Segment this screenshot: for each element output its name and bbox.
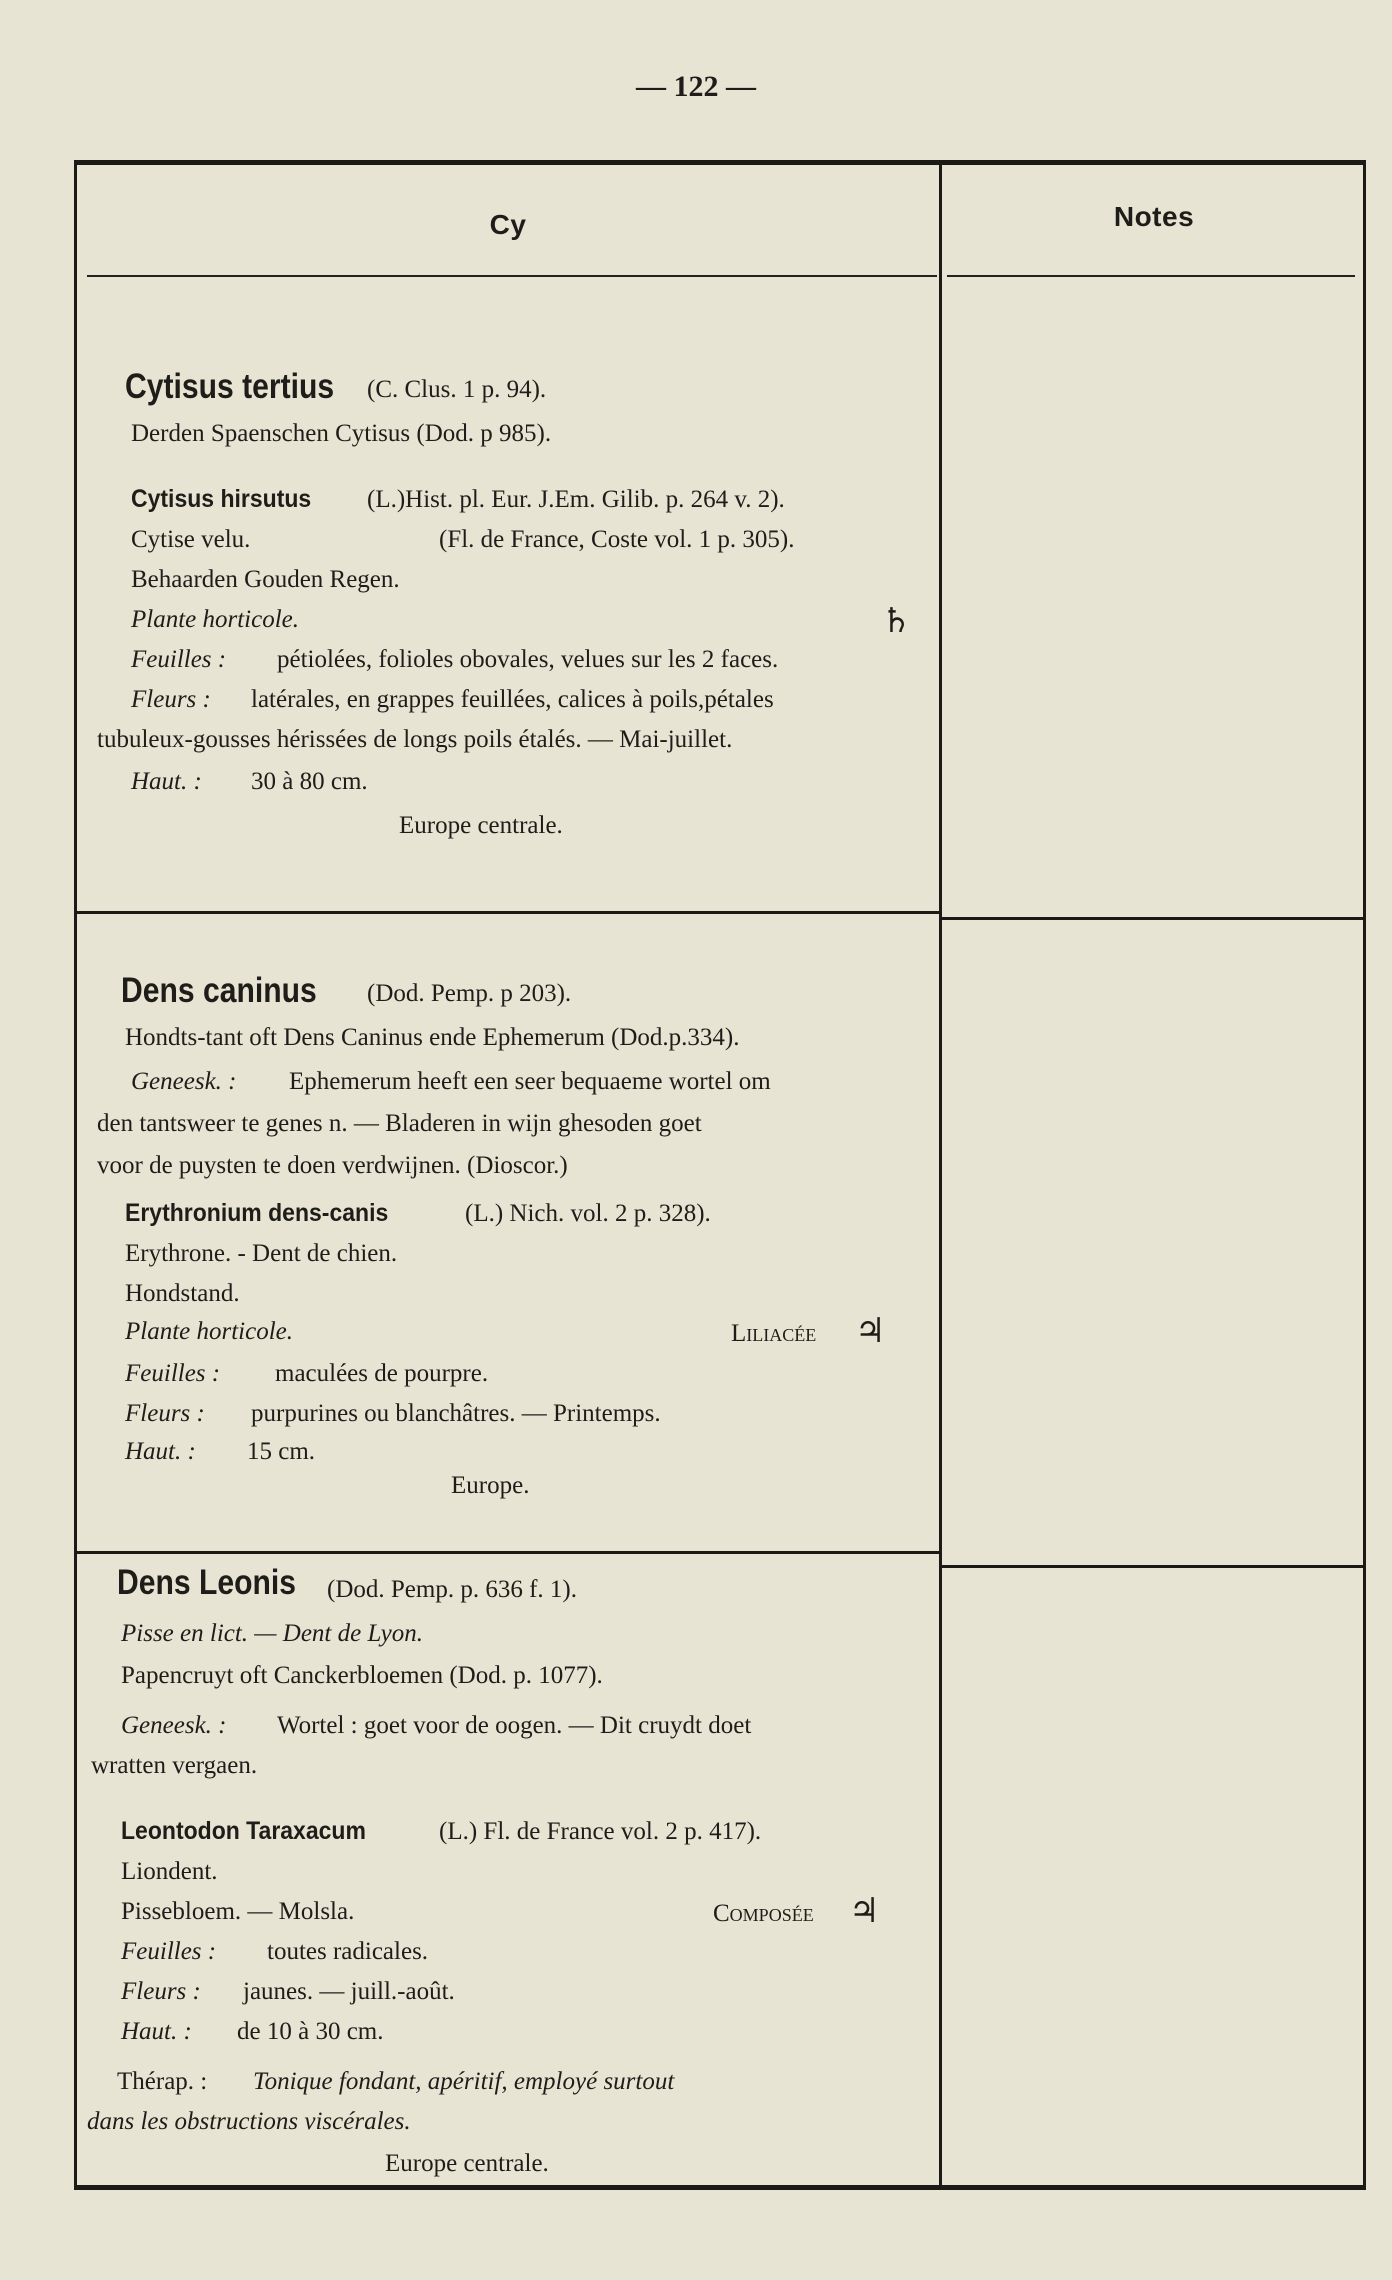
entry-line: 15 cm. [247,1438,316,1465]
entry-separator [942,917,1366,920]
synonym-reference: (L.) Nich. vol. 2 p. 328). [465,1200,711,1227]
entry-line: maculées de pourpre. [275,1360,489,1387]
column-divider [939,165,942,2185]
entry-line: Behaarden Gouden Regen. [131,566,400,593]
entry-line: (Fl. de France, Coste vol. 1 p. 305). [439,526,795,553]
entry-label: Feuilles : [131,646,227,673]
herbal-table [74,160,1366,2190]
synonym-name: Cytisus hirsutus [131,485,312,513]
entry-line: Cytise velu. [131,526,251,553]
entry-separator [77,911,939,914]
synonym-reference: (L.)Hist. pl. Eur. J.Em. Gilib. p. 264 v. 2). [367,486,785,513]
entry-reference: (C. Clus. 1 p. 94). [367,376,547,403]
entry-line: dans les obstructions viscérales. [87,2108,411,2135]
entry-line: de 10 à 30 cm. [237,2018,384,2045]
entry-line: jaunes. — juill.-août. [243,1978,455,2005]
entry-line: toutes radicales. [267,1938,429,1965]
entry-line: latérales, en grappes feuillées, calices à poils,pétales [251,686,774,713]
entry-label: Haut. : [131,768,202,795]
column-header-cy: Cy [489,209,527,240]
header-rule [947,275,1355,277]
entry-title: Cytisus tertius [125,367,335,406]
entry-line: 30 à 80 cm. [251,768,368,795]
shrub-symbol-icon: ♄ [881,603,912,640]
entry-line: wratten vergaen. [91,1752,258,1779]
synonym-reference: (L.) Fl. de France vol. 2 p. 417). [439,1818,762,1845]
entry-line: Wortel : goet voor de oogen. — Dit cruydt doet [277,1712,752,1739]
page-number: — 122 — [636,70,756,103]
entry-line: Hondts-tant oft Dens Caninus ende Ephemerum (Dod.p.334). [125,1024,740,1051]
synonym-name: Leontodon Taraxacum [121,1817,366,1845]
entry-line: Ephemerum heeft een seer bequaeme wortel om [289,1068,771,1095]
entry-line: den tantsweer te genes n. — Bladeren in wijn ghesoden goet [97,1110,702,1137]
family-label: Liliacée [731,1320,817,1347]
entry-line: Hondstand. [125,1280,240,1307]
entry-region: Europe centrale. [399,812,563,839]
entry-label: Geneesk. : [121,1712,227,1739]
family-label: Composée [713,1900,814,1927]
entry-label: Thérap. : [117,2068,208,2095]
entry-line: purpurines ou blanchâtres. — Printemps. [251,1400,661,1427]
entry-region: Europe centrale. [385,2150,549,2177]
entry-separator [942,1565,1366,1568]
entry-label: Fleurs : [125,1400,205,1427]
entry-line: Papencruyt oft Canckerbloemen (Dod. p. 1077). [121,1662,603,1689]
entry-line: Derden Spaenschen Cytisus (Dod. p 985). [131,420,552,447]
entry-line: Liondent. [121,1858,218,1885]
entry-label: Haut. : [121,2018,192,2045]
entry-line: Plante horticole. [125,1318,294,1345]
entry-line: Erythrone. - Dent de chien. [125,1240,398,1267]
entry-line: voor de puysten te doen verdwijnen. (Dioscor.) [97,1152,568,1179]
perennial-symbol-icon: ♃ [849,1893,880,1930]
entry-title: Dens caninus [121,971,317,1010]
entry-separator [77,1551,939,1554]
entry-label: Fleurs : [131,686,211,713]
entry-label: Haut. : [125,1438,196,1465]
entry-line: Pisse en lict. — Dent de Lyon. [121,1620,423,1647]
entry-line: Pissebloem. — Molsla. [121,1898,355,1925]
synonym-name: Erythronium dens-canis [125,1199,389,1227]
perennial-symbol-icon: ♃ [855,1313,886,1350]
entry-reference: (Dod. Pemp. p. 636 f. 1). [327,1576,577,1603]
entry-region: Europe. [451,1472,530,1499]
entry-line: Tonique fondant, apéritif, employé surtout [253,2068,675,2095]
entry-line: pétiolées, folioles obovales, velues sur les 2 faces. [277,646,779,673]
entry-label: Fleurs : [121,1978,201,2005]
entry-title: Dens Leonis [117,1563,296,1602]
column-header-notes: Notes [1113,201,1195,232]
entry-reference: (Dod. Pemp. p 203). [367,980,572,1007]
header-rule [87,275,937,277]
entry-label: Feuilles : [121,1938,217,1965]
entry-line: tubuleux-gousses hérissées de longs poils étalés. — Mai-juillet. [97,726,733,753]
entry-label: Feuilles : [125,1360,221,1387]
entry-line: Plante horticole. [131,606,300,633]
entry-label: Geneesk. : [131,1068,237,1095]
